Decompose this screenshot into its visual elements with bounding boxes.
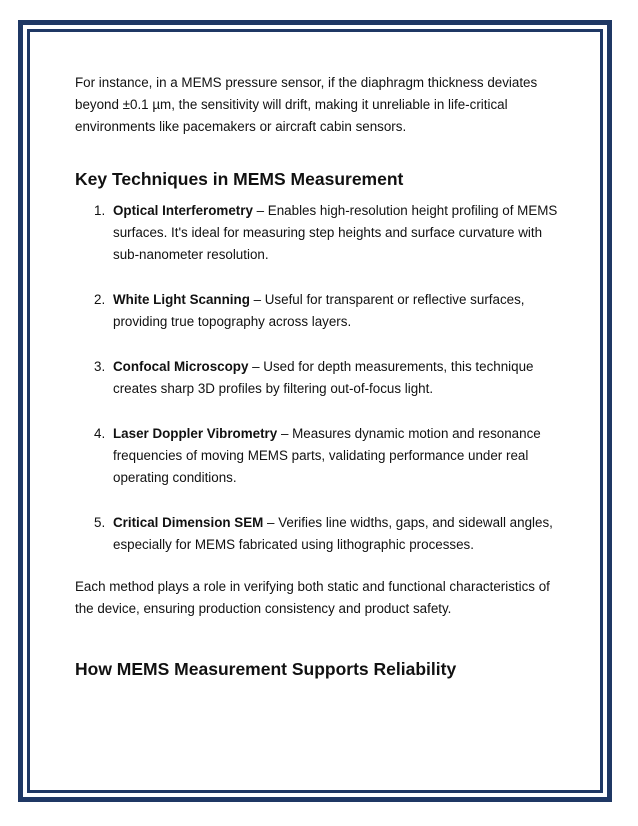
list-item-description: – Useful for transparent or reflective surfaces, providing true topography across layers. [113,292,525,329]
list-item-description: – Enables high-resolution height profiling of MEMS surfaces. It's ideal for measuring step heights and surface curvature with sub-nanometer resolution. [113,203,558,262]
intro-paragraph: For instance, in a MEMS pressure sensor, if the diaphragm thickness deviates beyond ±0.1 µm, the sensitivity will drift, making it unreliable in life-critical environments like pacemakers or aircraft cabin sensors. [75,75,538,134]
list-item-description: – Verifies line widths, gaps, and sidewall angles, especially for MEMS fabricated using lithographic processes. [113,515,553,552]
list-item [75,512,565,556]
list-item [75,356,565,400]
list-item [75,200,565,266]
list-item-number: 1. [94,203,106,218]
list-item-term: Critical Dimension SEM [113,515,264,530]
list-item-number: 2. [94,292,106,307]
list-item-number: 5. [94,515,106,530]
list-item-description: – Used for depth measurements, this technique creates sharp 3D profiles by filtering out-of-focus light. [113,359,534,396]
list-item-number: 4. [94,426,106,441]
list-item [75,289,565,333]
document-body [75,72,565,680]
list-item-term: White Light Scanning [113,292,250,307]
list-item [75,423,565,489]
heading-key-techniques: Key Techniques in MEMS Measurement [75,169,404,189]
list-item-term: Laser Doppler Vibrometry [113,426,278,441]
list-item-term: Confocal Microscopy [113,359,249,374]
list-item-description: – Measures dynamic motion and resonance frequencies of moving MEMS parts, validating performance under real operating conditions. [113,426,541,485]
list-item-number: 3. [94,359,106,374]
list-item-term: Optical Interferometry [113,203,253,218]
techniques-list [75,200,565,556]
outro-paragraph: Each method plays a role in verifying both static and functional characteristics of the device, ensuring production consistency and product safety. [75,579,550,616]
heading-reliability: How MEMS Measurement Supports Reliability [75,659,457,679]
